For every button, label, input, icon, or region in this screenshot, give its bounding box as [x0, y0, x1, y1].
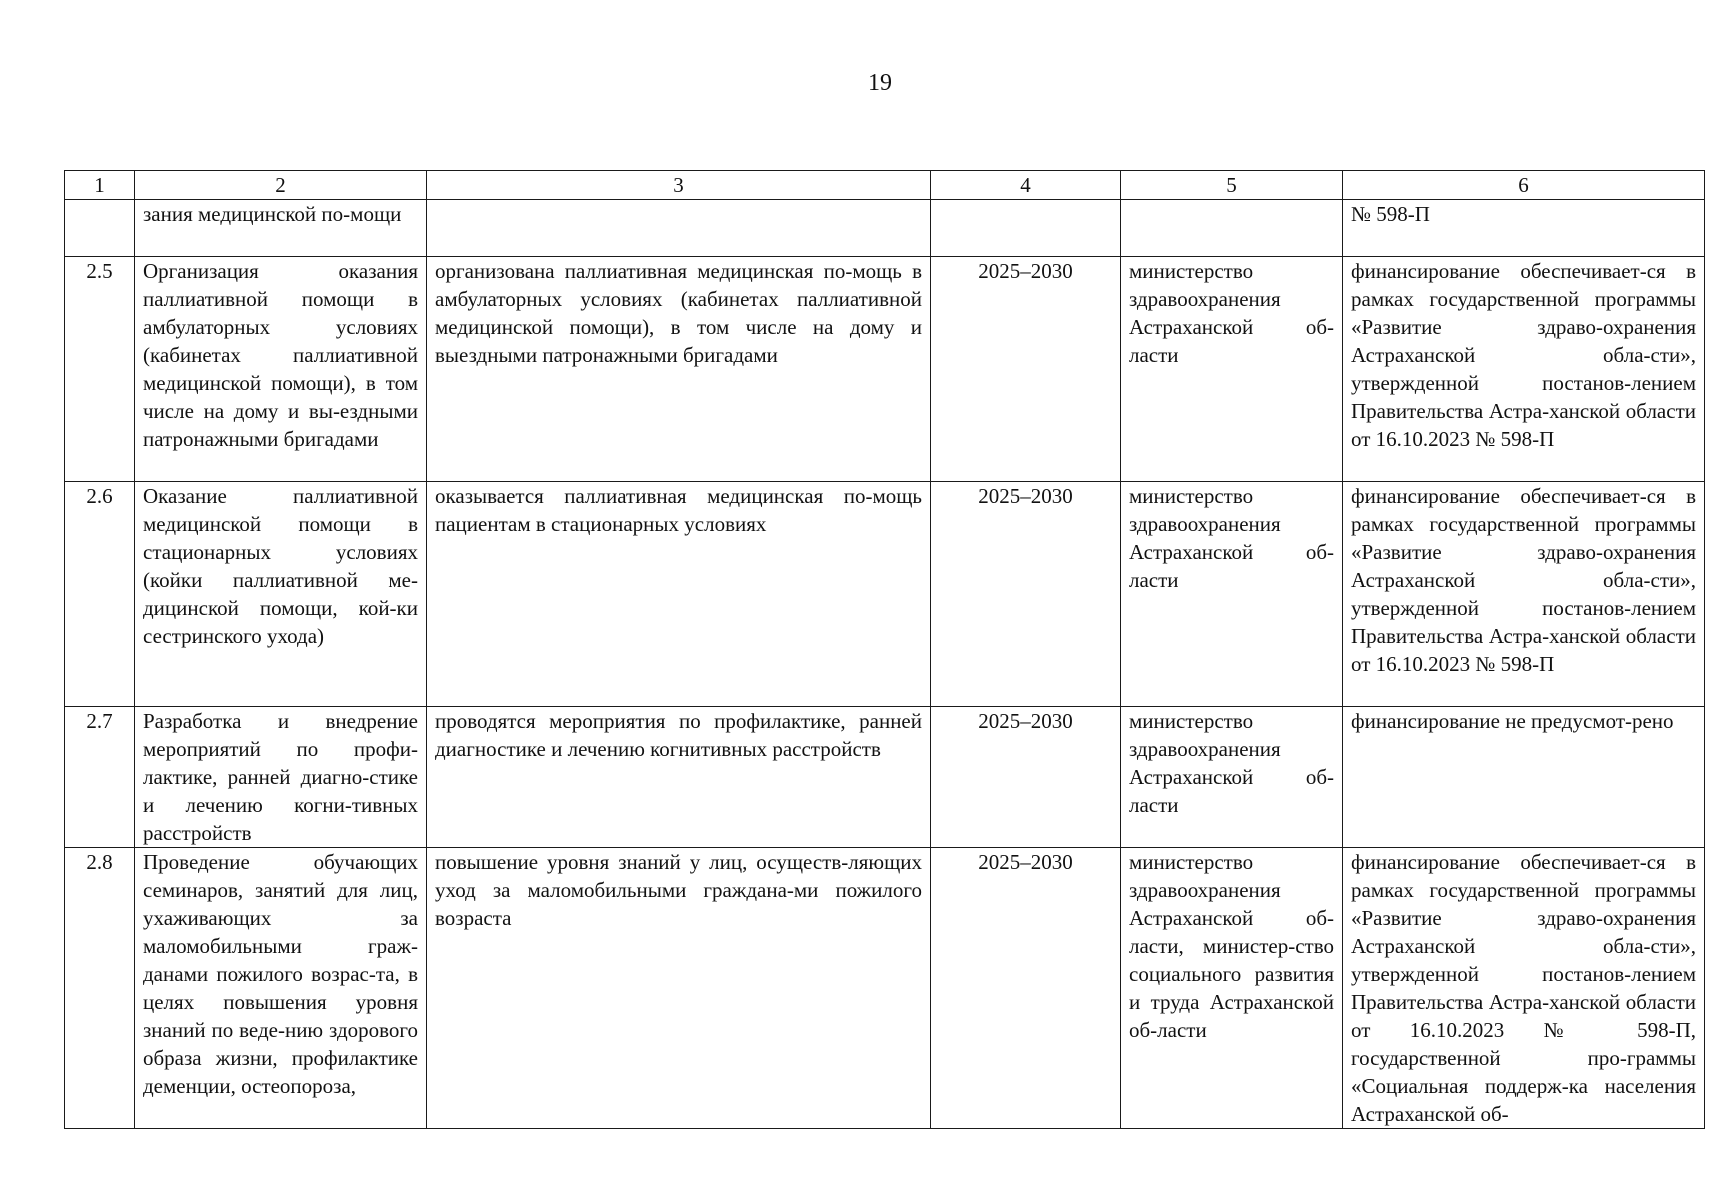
- financing: № 598-П: [1343, 200, 1705, 257]
- row-number: 2.5: [65, 257, 135, 482]
- measures-table: [64, 170, 1705, 1129]
- period: 2025–2030: [931, 848, 1121, 1129]
- column-header: 3: [427, 171, 931, 200]
- row-number: 2.7: [65, 707, 135, 848]
- row-number: 2.8: [65, 848, 135, 1129]
- table-row: [65, 707, 1705, 848]
- column-header: 1: [65, 171, 135, 200]
- row-number: [65, 200, 135, 257]
- measure-name: Организация оказания паллиативной помощи в амбулаторных условиях (кабинетах паллиативной медицинской помощи), в том числе на дому и вы-ездными патронажными бригадами: [135, 257, 427, 482]
- expected-result: [427, 200, 931, 257]
- column-header: 5: [1121, 171, 1343, 200]
- period: [931, 200, 1121, 257]
- column-header: 6: [1343, 171, 1705, 200]
- executor: министерство здравоохранения Астраханской об-ласти: [1121, 257, 1343, 482]
- expected-result: организована паллиативная медицинская по-мощь в амбулаторных условиях (кабинетах паллиативной медицинской помощи), в том числе на дому и выездными патронажными бригадами: [427, 257, 931, 482]
- table-row-continuation: [65, 200, 1705, 257]
- measure-name: зания медицинской по-мощи: [135, 200, 427, 257]
- executor: министерство здравоохранения Астраханской об-ласти, министер-ство социального развития и труда Астраханской об-ласти: [1121, 848, 1343, 1129]
- measure-name: Оказание паллиативной медицинской помощи в стационарных условиях (койки паллиативной ме-дицинской помощи, кой-ки сестринского ухода): [135, 482, 427, 707]
- row-number: 2.6: [65, 482, 135, 707]
- financing: финансирование обеспечивает-ся в рамках государственной программы «Развитие здраво-охранения Астраханской обла-сти», утвержденной постанов-лением Правительства Астра-ханской области от 16.10.2023 № 598-П: [1343, 482, 1705, 707]
- executor: [1121, 200, 1343, 257]
- measure-name: Проведение обучающих семинаров, занятий для лиц, ухаживающих за маломобильными граж-данами пожилого возрас-та, в целях повышения уровня знаний по веде-нию здорового образа жизни, профилактике деменции, остеопороза,: [135, 848, 427, 1129]
- period: 2025–2030: [931, 482, 1121, 707]
- table-row: [65, 482, 1705, 707]
- table-row: [65, 257, 1705, 482]
- period: 2025–2030: [931, 707, 1121, 848]
- financing: финансирование не предусмот-рено: [1343, 707, 1705, 848]
- period: 2025–2030: [931, 257, 1121, 482]
- column-header: 4: [931, 171, 1121, 200]
- financing: финансирование обеспечивает-ся в рамках государственной программы «Развитие здраво-охранения Астраханской обла-сти», утвержденной постанов-лением Правительства Астра-ханской области от 16.10.2023 № 598-П, государственной про-граммы «Социальная поддерж-ка населения Астраханской об-: [1343, 848, 1705, 1129]
- expected-result: проводятся мероприятия по профилактике, ранней диагностике и лечению когнитивных расстройств: [427, 707, 931, 848]
- financing: финансирование обеспечивает-ся в рамках государственной программы «Развитие здраво-охранения Астраханской обла-сти», утвержденной постанов-лением Правительства Астра-ханской области от 16.10.2023 № 598-П: [1343, 257, 1705, 482]
- column-header: 2: [135, 171, 427, 200]
- page-number: 19: [868, 70, 892, 96]
- expected-result: оказывается паллиативная медицинская по-мощь пациентам в стационарных условиях: [427, 482, 931, 707]
- table-row: [65, 848, 1705, 1129]
- executor: министерство здравоохранения Астраханской об-ласти: [1121, 707, 1343, 848]
- executor: министерство здравоохранения Астраханской об-ласти: [1121, 482, 1343, 707]
- measure-name: Разработка и внедрение мероприятий по профи-лактике, ранней диагно-стике и лечению когни-тивных расстройств: [135, 707, 427, 848]
- table-header-row: [65, 171, 1705, 200]
- expected-result: повышение уровня знаний у лиц, осуществ-ляющих уход за маломобильными граждана-ми пожилого возраста: [427, 848, 931, 1129]
